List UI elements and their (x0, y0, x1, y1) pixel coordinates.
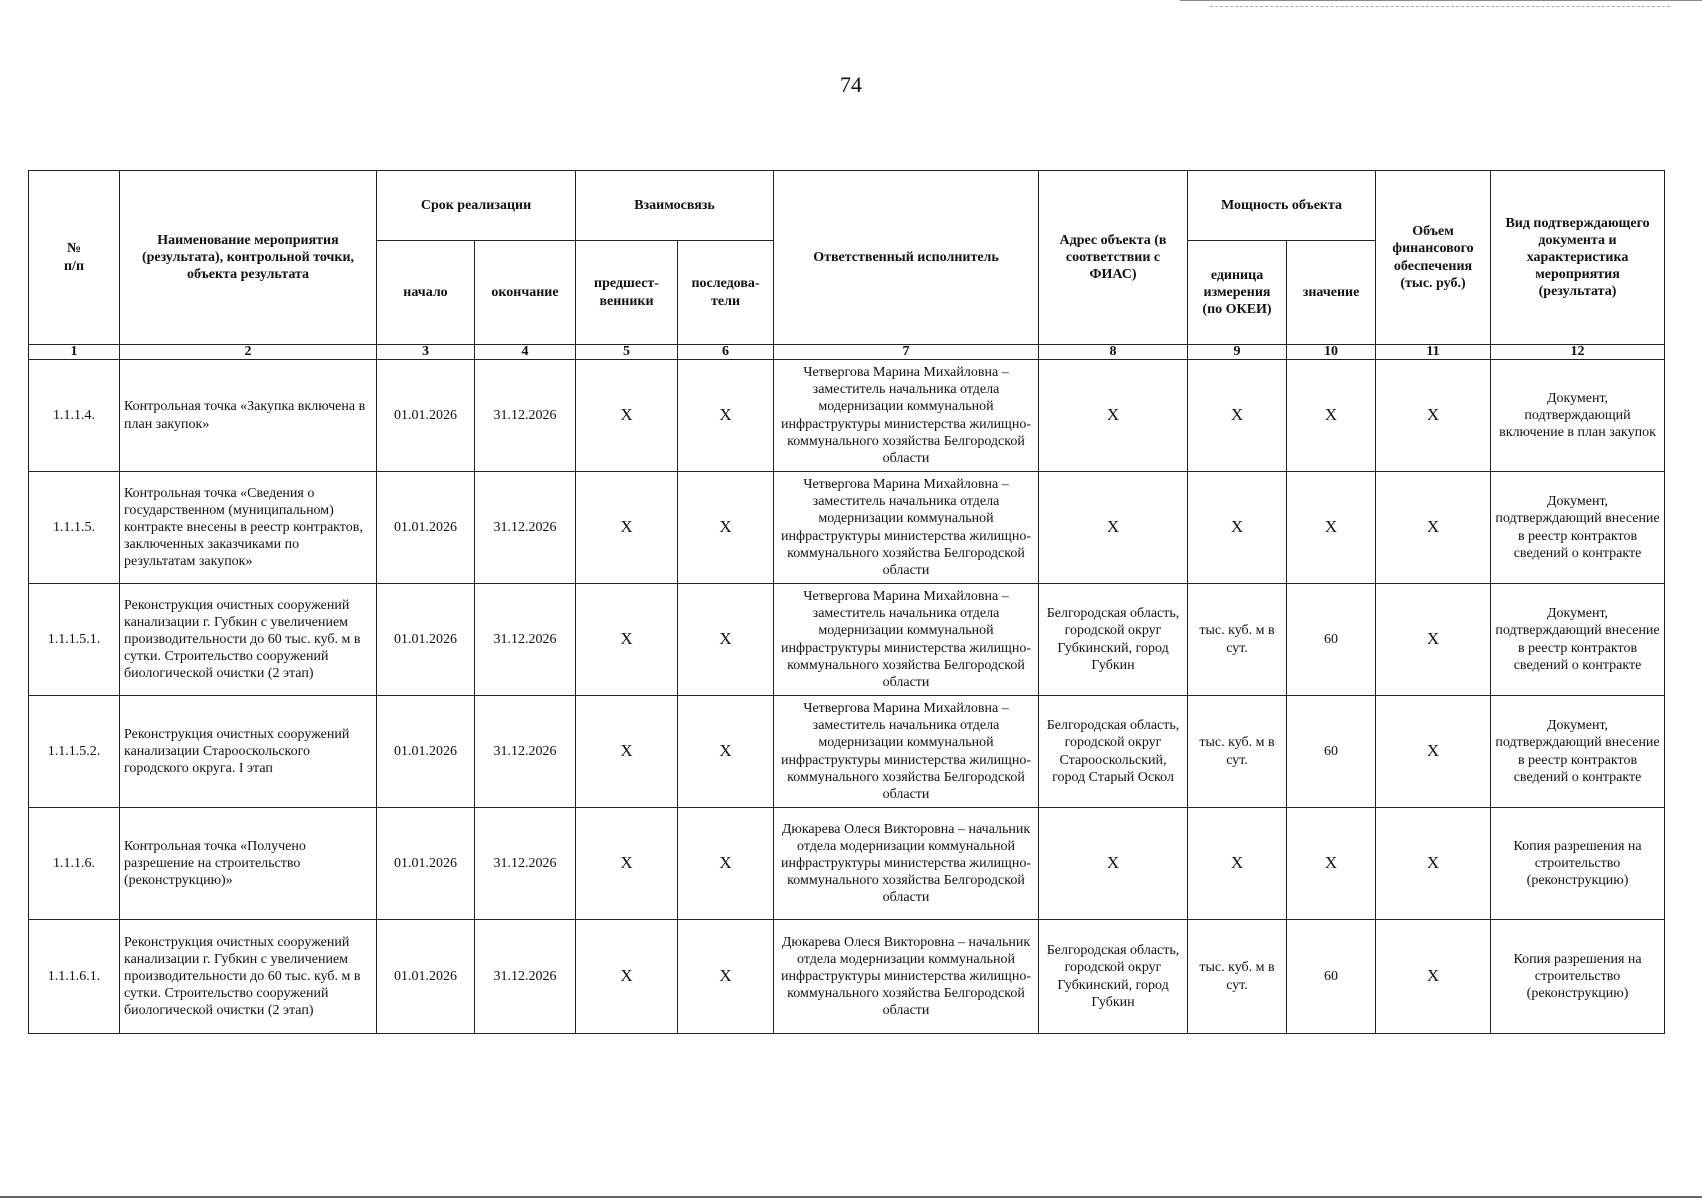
cell-predecessors: X (576, 360, 678, 472)
cell-end: 31.12.2026 (475, 920, 576, 1034)
cell-doc: Документ, подтверждающий внесение в реестр контрактов сведений о контракте (1491, 696, 1665, 808)
header-value: значение (1287, 241, 1376, 345)
header-end: окончание (475, 241, 576, 345)
cell-unit: тыс. куб. м в сут. (1188, 920, 1287, 1034)
table-row (29, 584, 1665, 696)
cell-start: 01.01.2026 (377, 920, 475, 1034)
header-unit: единица измерения (по ОКЕИ) (1188, 241, 1287, 345)
column-number: 3 (377, 345, 475, 360)
cell-address: X (1039, 360, 1188, 472)
cell-name: Контрольная точка «Сведения о государственном (муниципальном) контракте внесены в реестр контрактов, заключенных заказчиками по результатам закупок» (120, 472, 377, 584)
cell-unit: тыс. куб. м в сут. (1188, 696, 1287, 808)
cell-num: 1.1.1.4. (29, 360, 120, 472)
table-row (29, 920, 1665, 1034)
header-period: Срок реализации (377, 171, 576, 241)
page-number: 74 (840, 72, 862, 97)
table-row (29, 360, 1665, 472)
cell-unit: X (1188, 808, 1287, 920)
cell-start: 01.01.2026 (377, 472, 475, 584)
cell-end: 31.12.2026 (475, 808, 576, 920)
cell-predecessors: X (576, 472, 678, 584)
cell-successors: X (678, 808, 774, 920)
cell-executor: Дюкарева Олеся Викторовна – начальник отдела модернизации коммунальной инфраструктуры министерства жилищно-коммунального хозяйства Белгородской области (774, 808, 1039, 920)
cell-predecessors: X (576, 920, 678, 1034)
header-predecessors: предшест-венники (576, 241, 678, 345)
column-number: 1 (29, 345, 120, 360)
header-doc-type: Вид подтверждающего документа и характеристика мероприятия (результата) (1491, 171, 1665, 345)
cell-finance: X (1376, 360, 1491, 472)
cell-start: 01.01.2026 (377, 696, 475, 808)
cell-value: X (1287, 808, 1376, 920)
header-executor: Ответственный исполнитель (774, 171, 1039, 345)
cell-address: Белгородская область, городской округ Губкинский, город Губкин (1039, 920, 1188, 1034)
table-row (29, 696, 1665, 808)
cell-num: 1.1.1.5. (29, 472, 120, 584)
cell-address: Белгородская область, городской округ Губкинский, город Губкин (1039, 584, 1188, 696)
cell-name: Контрольная точка «Закупка включена в план закупок» (120, 360, 377, 472)
cell-predecessors: X (576, 808, 678, 920)
column-number-row (29, 345, 1665, 360)
header-relation: Взаимосвязь (576, 171, 774, 241)
scan-edge-line (0, 1196, 1702, 1198)
column-number: 9 (1188, 345, 1287, 360)
cell-value: X (1287, 360, 1376, 472)
cell-executor: Четвергова Марина Михайловна – заместитель начальника отдела модернизации коммунальной инфраструктуры министерства жилищно-коммунального хозяйства Белгородской области (774, 696, 1039, 808)
cell-name: Реконструкция очистных сооружений канализации Старооскольского городского округа. I этап (120, 696, 377, 808)
cell-end: 31.12.2026 (475, 696, 576, 808)
column-number: 10 (1287, 345, 1376, 360)
cell-successors: X (678, 696, 774, 808)
cell-doc: Документ, подтверждающий внесение в реестр контрактов сведений о контракте (1491, 584, 1665, 696)
cell-num: 1.1.1.5.1. (29, 584, 120, 696)
cell-successors: X (678, 472, 774, 584)
header-successors: последова-тели (678, 241, 774, 345)
cell-address: X (1039, 472, 1188, 584)
cell-unit: X (1188, 472, 1287, 584)
cell-value: X (1287, 472, 1376, 584)
cell-finance: X (1376, 696, 1491, 808)
cell-end: 31.12.2026 (475, 472, 576, 584)
cell-executor: Четвергова Марина Михайловна – заместитель начальника отдела модернизации коммунальной инфраструктуры министерства жилищно-коммунального хозяйства Белгородской области (774, 360, 1039, 472)
cell-value: 60 (1287, 696, 1376, 808)
header-finance: Объем финансового обеспечения (тыс. руб.) (1376, 171, 1491, 345)
cell-predecessors: X (576, 696, 678, 808)
cell-start: 01.01.2026 (377, 360, 475, 472)
header-num: № п/п (29, 171, 120, 345)
cell-predecessors: X (576, 584, 678, 696)
cell-executor: Четвергова Марина Михайловна – заместитель начальника отдела модернизации коммунальной инфраструктуры министерства жилищно-коммунального хозяйства Белгородской области (774, 584, 1039, 696)
cell-executor: Четвергова Марина Михайловна – заместитель начальника отдела модернизации коммунальной инфраструктуры министерства жилищно-коммунального хозяйства Белгородской области (774, 472, 1039, 584)
cell-value: 60 (1287, 584, 1376, 696)
table-row (29, 472, 1665, 584)
cell-finance: X (1376, 808, 1491, 920)
cell-executor: Дюкарева Олеся Викторовна – начальник отдела модернизации коммунальной инфраструктуры министерства жилищно-коммунального хозяйства Белгородской области (774, 920, 1039, 1034)
cell-num: 1.1.1.6. (29, 808, 120, 920)
column-number: 12 (1491, 345, 1665, 360)
column-number: 7 (774, 345, 1039, 360)
cell-finance: X (1376, 584, 1491, 696)
cell-name: Реконструкция очистных сооружений канализации г. Губкин с увеличением производительности до 60 тыс. куб. м в сутки. Строительство сооружений биологической очистки (2 этап) (120, 920, 377, 1034)
cell-successors: X (678, 920, 774, 1034)
header-address: Адрес объекта (в соответствии с ФИАС) (1039, 171, 1188, 345)
cell-doc: Документ, подтверждающий включение в план закупок (1491, 360, 1665, 472)
column-number: 11 (1376, 345, 1491, 360)
cell-finance: X (1376, 920, 1491, 1034)
header-name: Наименование мероприятия (результата), контрольной точки, объекта результата (120, 171, 377, 345)
cell-doc: Документ, подтверждающий внесение в реестр контрактов сведений о контракте (1491, 472, 1665, 584)
header-row (29, 171, 1665, 241)
column-number: 6 (678, 345, 774, 360)
cell-address: X (1039, 808, 1188, 920)
cell-start: 01.01.2026 (377, 584, 475, 696)
cell-doc: Копия разрешения на строительство (реконструкцию) (1491, 920, 1665, 1034)
cell-doc: Копия разрешения на строительство (реконструкцию) (1491, 808, 1665, 920)
cell-value: 60 (1287, 920, 1376, 1034)
cell-successors: X (678, 584, 774, 696)
cell-unit: тыс. куб. м в сут. (1188, 584, 1287, 696)
cell-end: 31.12.2026 (475, 584, 576, 696)
cell-name: Контрольная точка «Получено разрешение на строительство (реконструкцию)» (120, 808, 377, 920)
table-row (29, 808, 1665, 920)
header-start: начало (377, 241, 475, 345)
cell-num: 1.1.1.5.2. (29, 696, 120, 808)
cell-name: Реконструкция очистных сооружений канализации г. Губкин с увеличением производительности до 60 тыс. куб. м в сутки. Строительство сооружений биологической очистки (2 этап) (120, 584, 377, 696)
cell-unit: X (1188, 360, 1287, 472)
cell-address: Белгородская область, городской округ Старооскольский, город Старый Оскол (1039, 696, 1188, 808)
column-number: 4 (475, 345, 576, 360)
column-number: 8 (1039, 345, 1188, 360)
cell-start: 01.01.2026 (377, 808, 475, 920)
plan-table (28, 170, 1665, 1034)
cell-num: 1.1.1.6.1. (29, 920, 120, 1034)
column-number: 5 (576, 345, 678, 360)
scan-edge-line (1180, 0, 1702, 1)
cell-finance: X (1376, 472, 1491, 584)
cell-end: 31.12.2026 (475, 360, 576, 472)
column-number: 2 (120, 345, 377, 360)
cell-successors: X (678, 360, 774, 472)
scan-edge-line (1210, 6, 1670, 7)
header-capacity: Мощность объекта (1188, 171, 1376, 241)
